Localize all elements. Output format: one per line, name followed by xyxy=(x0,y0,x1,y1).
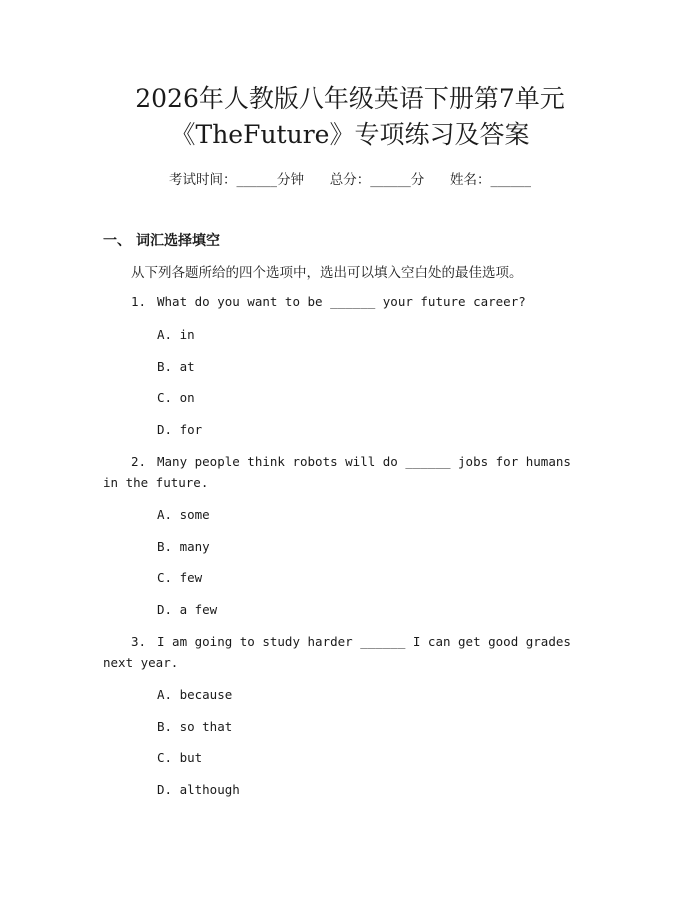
section-instruction: 从下列各题所给的四个选项中，选出可以填入空白处的最佳选项。 xyxy=(131,265,523,281)
question-text: What do you want to be ______ your future career? xyxy=(157,294,526,309)
question-3-option-d: D. although xyxy=(157,782,240,797)
question-3-option-c: C. but xyxy=(157,750,203,765)
question-text: Many people think robots will do ______ jobs for humans in the future. xyxy=(103,454,571,490)
question-1-option-b: B. at xyxy=(157,359,195,374)
section-heading xyxy=(103,230,220,250)
question-2-option-b: B. many xyxy=(157,539,210,554)
question-3 xyxy=(103,631,589,673)
question-number: 1. xyxy=(131,294,147,309)
question-1-option-c: C. on xyxy=(157,390,195,405)
question-number: 3. xyxy=(131,634,147,649)
question-3-option-a: A. because xyxy=(157,687,233,702)
section-number: 一、 xyxy=(103,233,131,249)
question-1 xyxy=(103,291,589,312)
exam-info-line: 考试时间：______分钟 总分：______分 姓名：______ xyxy=(169,172,531,188)
question-2-option-a: A. some xyxy=(157,507,210,522)
question-text: I am going to study harder ______ I can get good grades next year. xyxy=(103,634,571,670)
question-2-option-c: C. few xyxy=(157,570,203,585)
document-title-line-2: 《TheFuture》专项练习及答案 xyxy=(170,120,530,149)
question-2-option-d: D. a few xyxy=(157,602,218,617)
question-2 xyxy=(103,451,589,493)
question-1-option-d: D. for xyxy=(157,422,203,437)
question-1-option-a: A. in xyxy=(157,327,195,342)
question-number: 2. xyxy=(131,454,147,469)
document-title-line-1: 2026年人教版八年级英语下册第7单元 xyxy=(135,84,565,113)
question-3-option-b: B. so that xyxy=(157,719,233,734)
section-title: 词汇选择填空 xyxy=(136,233,220,249)
